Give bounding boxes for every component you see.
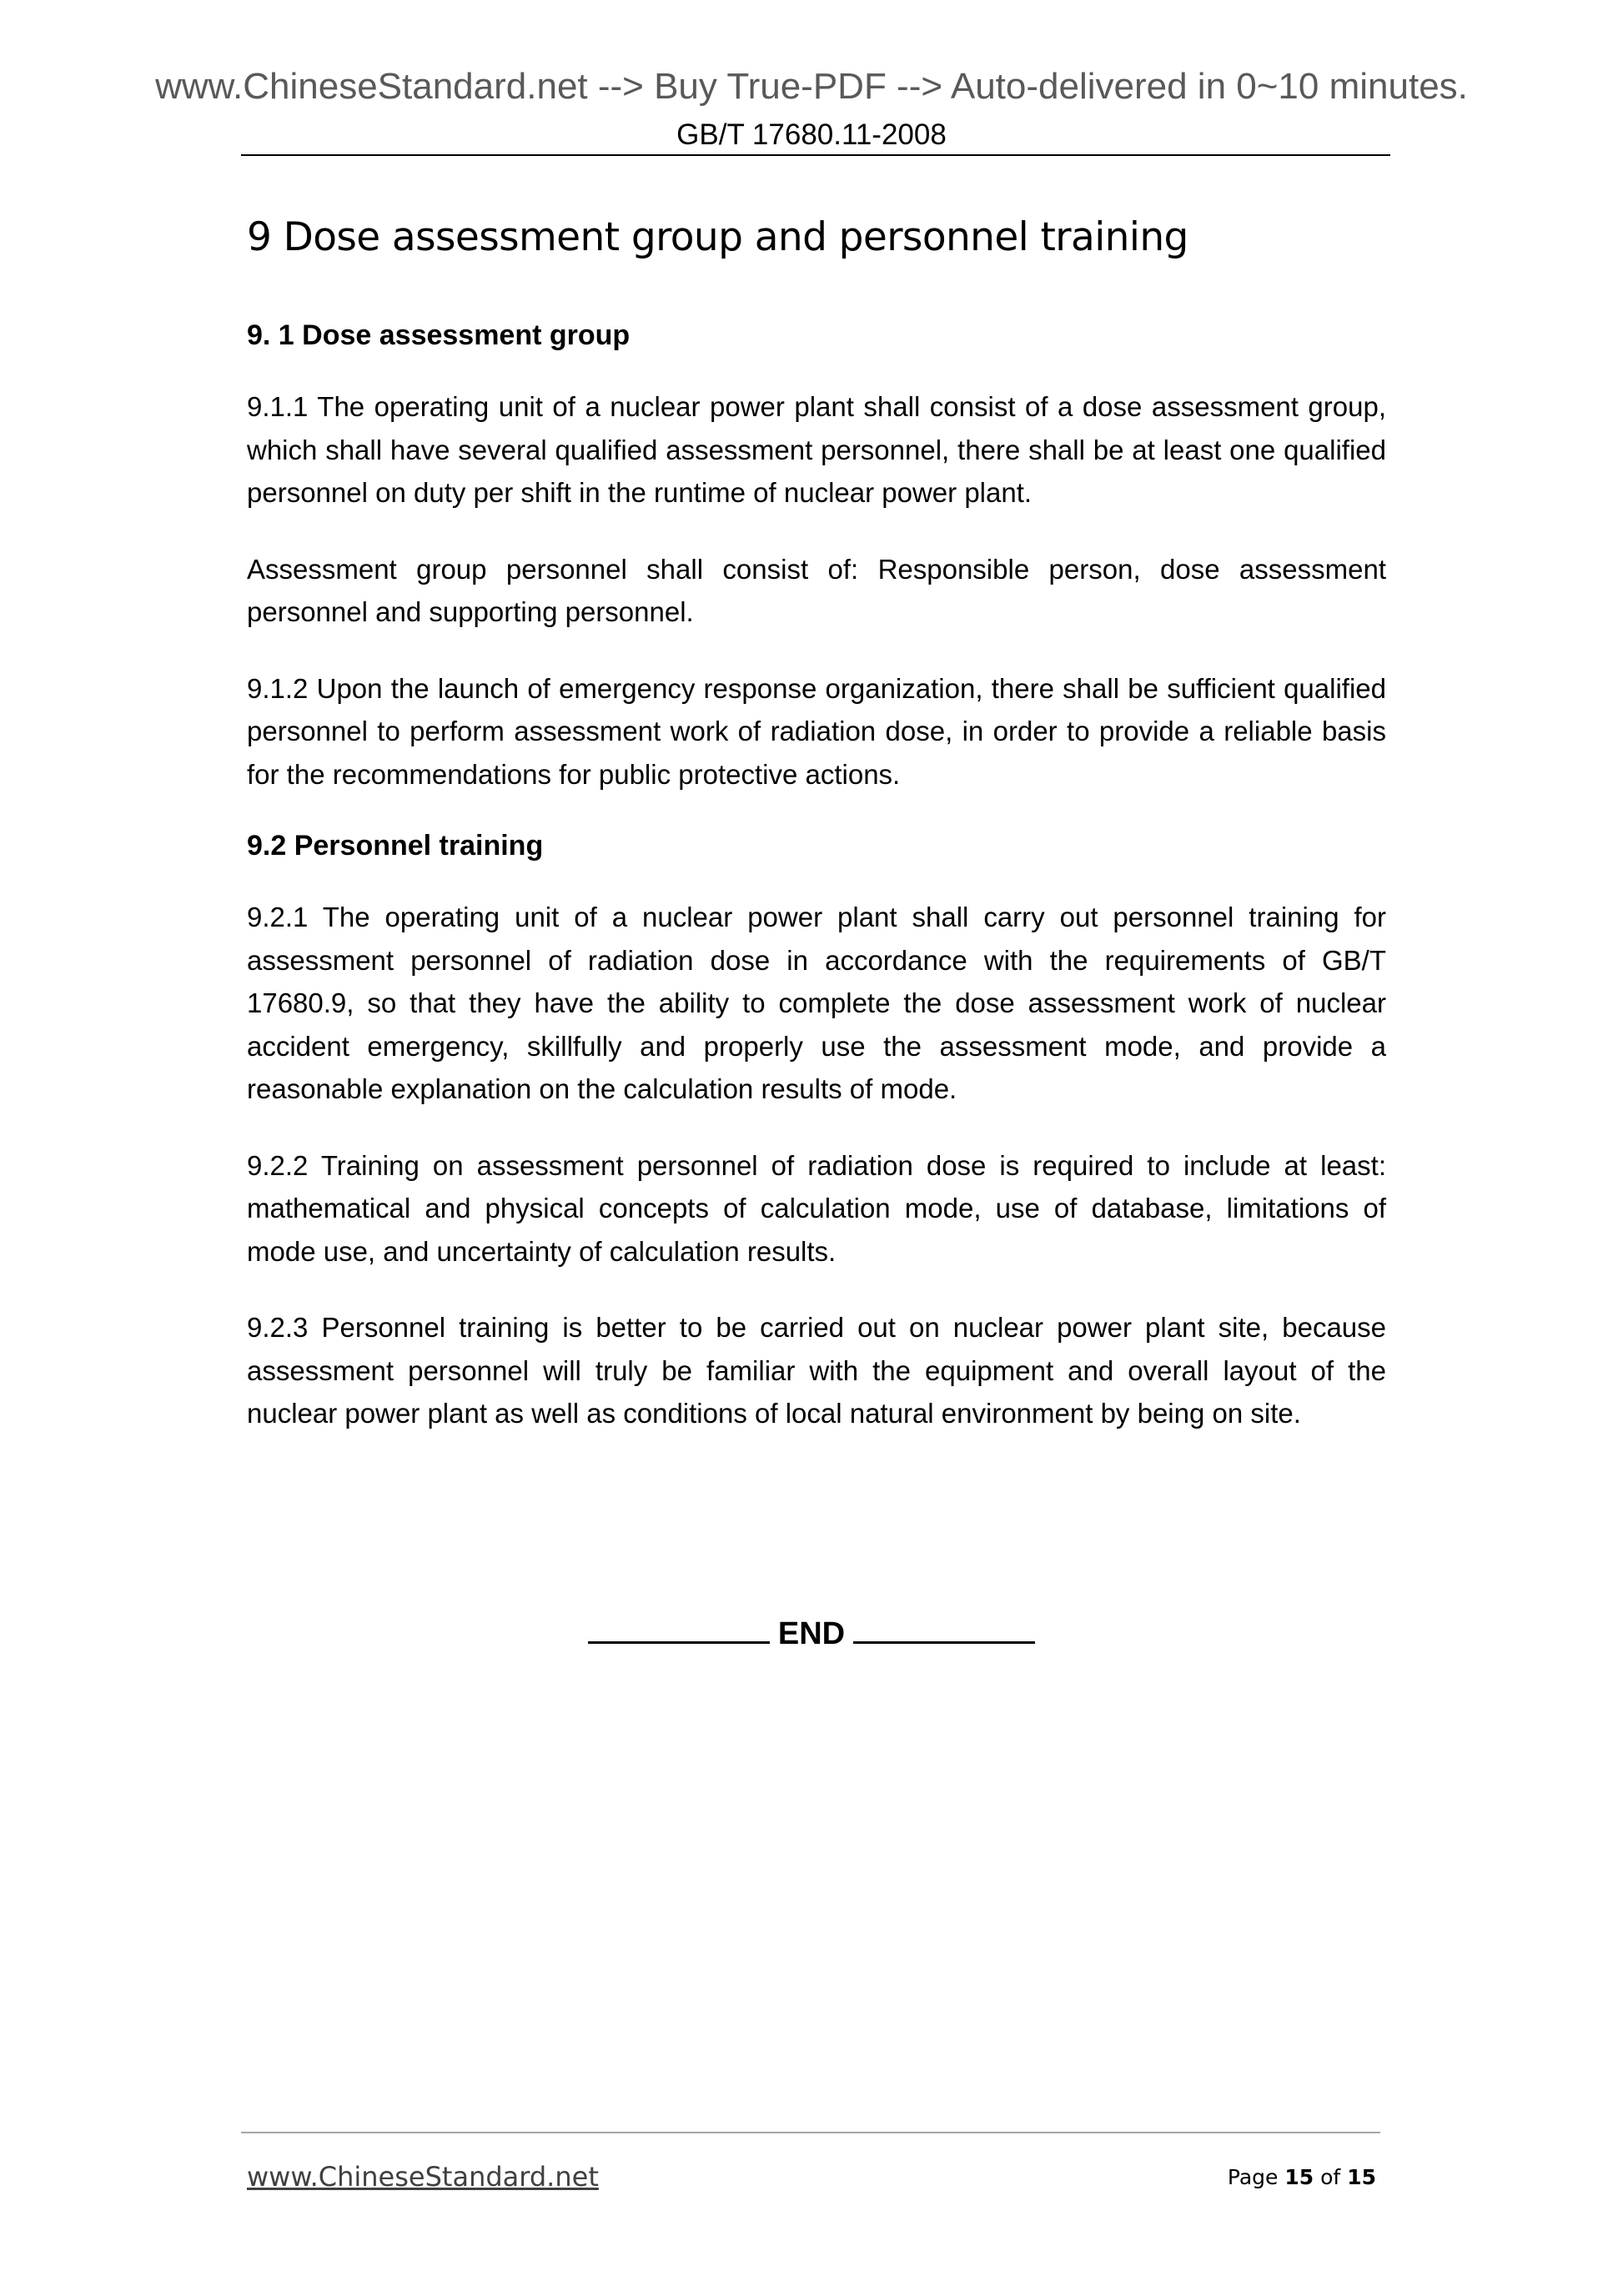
page-of: of <box>1320 2165 1341 2189</box>
paragraph-9-2-2: 9.2.2 Training on assessment personnel of radiation dose is required to include at least: mathematical and physical concepts of calculation mode, use of database, limitations of mode use, and uncertainty of calculation results. <box>247 1149 1386 1267</box>
end-label: END <box>777 1616 846 1651</box>
header-divider <box>241 154 1390 156</box>
page-content <box>247 208 1386 1469</box>
paragraph-assessment-group-personnel: Assessment group personnel shall consist of: Responsible person, dose assessment personnel and supporting personnel. <box>247 553 1386 627</box>
end-line-right <box>853 1611 1035 1644</box>
paragraph-9-2-1: 9.2.1 The operating unit of a nuclear power plant shall carry out personnel training for assessment personnel of radiation dose in accordance with the requirements of GB/T 17680.9, so that they have the ability to complete the dose assessment work of nuclear accident emergency, skillfully and properly use the assessment mode, and provide a reasonable explanation on the calculation results of mode. <box>247 902 1386 1104</box>
page-prefix: Page <box>1227 2165 1279 2189</box>
paragraph-9-1-2: 9.1.2 Upon the launch of emergency response organization, there shall be sufficient qualified personnel to perform assessment work of radiation dose, in order to provide a reliable basis for the recommendations for public protective actions. <box>247 672 1386 790</box>
page-current: 15 <box>1284 2165 1314 2189</box>
standard-code: GB/T 17680.11-2008 <box>676 118 947 151</box>
page-number <box>1228 2163 1376 2192</box>
end-marker <box>0 1611 1623 1654</box>
page-total: 15 <box>1347 2165 1376 2189</box>
footer-divider <box>241 2132 1380 2133</box>
subsection-heading-personnel-training: 9.2 Personnel training <box>247 830 544 862</box>
paragraph-9-2-3: 9.2.3 Personnel training is better to be carried out on nuclear power plant site, because assessment personnel will truly be familiar with the equipment and overall layout of the nuclear power plant as well as conditions of local natural environment by being on site. <box>247 1312 1386 1429</box>
footer-website-link[interactable]: www.ChineseStandard.net <box>247 2161 599 2193</box>
header-banner: www.ChineseStandard.net --> Buy True-PDF --> Auto-delivered in 0~10 minutes. <box>155 66 1468 107</box>
end-line-left <box>588 1611 770 1644</box>
section-title: 9 Dose assessment group and personnel training <box>247 214 1188 260</box>
subsection-heading-dose-assessment-group: 9. 1 Dose assessment group <box>247 319 631 351</box>
paragraph-9-1-1: 9.1.1 The operating unit of a nuclear power plant shall consist of a dose assessment group, which shall have several qualified assessment personnel, there shall be at least one qualified personnel on duty per shift in the runtime of nuclear power plant. <box>247 391 1386 508</box>
